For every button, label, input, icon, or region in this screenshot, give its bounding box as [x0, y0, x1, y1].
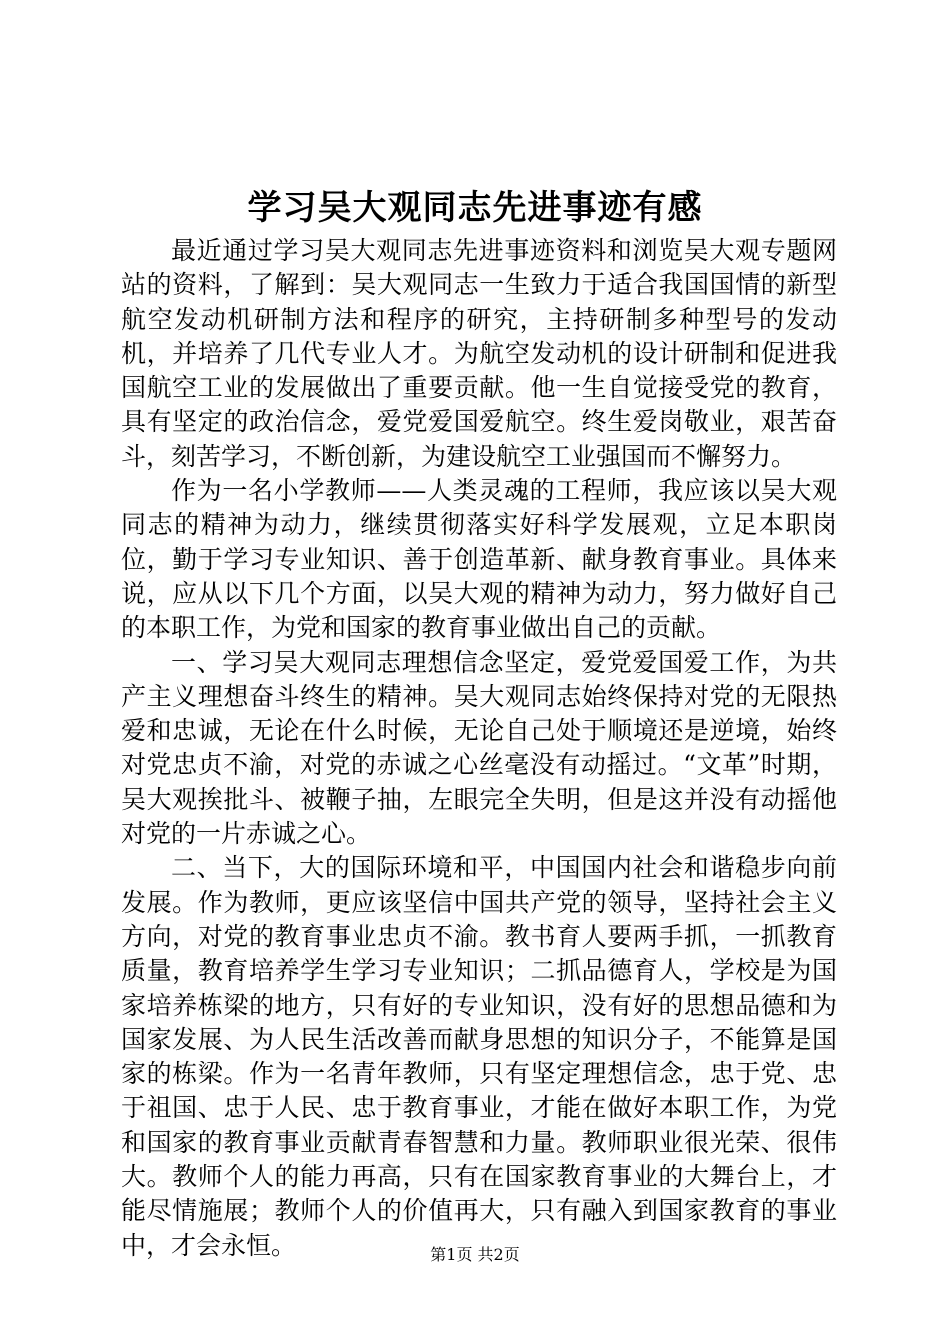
page-footer: 第1页 共2页: [430, 1245, 520, 1264]
document-title: 学习吴大观同志先进事迹有感: [247, 188, 703, 228]
paragraph-1: 最近通过学习吴大观同志先进事迹资料和浏览吴大观专题网站的资料，了解到：吴大观同志一生致力于适合我国国情的新型航空发动机研制方法和程序的研究，主持研制多种型号的发动机，并培养了几代专业人才。为航空发动机的设计研制和促进我国航空工业的发展做出了重要贡献。他一生自觉接受党的教育，具有坚定的政治信念，爱党爱国爱航空。终生爱岗敬业，艰苦奋斗，刻苦学习，不断创新，为建设航空工业强国而不懈努力。: [121, 236, 837, 471]
paragraph-4: 二、当下，大的国际环境和平，中国国内社会和谐稳步向前发展。作为教师，更应该坚信中国共产党的领导，坚持社会主义方向，对党的教育事业忠贞不渝。教书育人要两手抓，一抓教育质量，教育培养学生学习专业知识；二抓品德育人，学校是为国家培养栋梁的地方，只有好的专业知识，没有好的思想品德和为国家发展、为人民生活改善而献身思想的知识分子，不能算是国家的栋梁。作为一名青年教师，只有坚定理想信念，忠于党、忠于祖国、忠于人民、忠于教育事业，才能在做好本职工作，为党和国家的教育事业贡献青春智慧和力量。教师职业很光荣、很伟大。教师个人的能力再高，只有在国家教育事业的大舞台上，才能尽情施展；教师个人的价值再大，只有融入到国家教育的事业中，才会永恒。: [121, 853, 837, 1260]
paragraph-3: 一、学习吴大观同志理想信念坚定，爱党爱国爱工作，为共产主义理想奋斗终生的精神。吴大观同志始终保持对党的无限热爱和忠诚，无论在什么时候，无论自己处于顺境还是逆境，始终对党忠贞不渝，对党的赤诚之心丝毫没有动摇过。“文革”时期，吴大观挨批斗、被鞭子抽，左眼完全失明，但是这并没有动摇他对党的一片赤诚之心。: [121, 647, 837, 849]
paragraph-2: 作为一名小学教师——人类灵魂的工程师，我应该以吴大观同志的精神为动力，继续贯彻落实好科学发展观，立足本职岗位，勤于学习专业知识、善于创造革新、献身教育事业。具体来说，应从以下几个方面，以吴大观的精神为动力，努力做好自己的本职工作，为党和国家的教育事业做出自己的贡献。: [121, 476, 837, 643]
document-body: [121, 234, 837, 1263]
